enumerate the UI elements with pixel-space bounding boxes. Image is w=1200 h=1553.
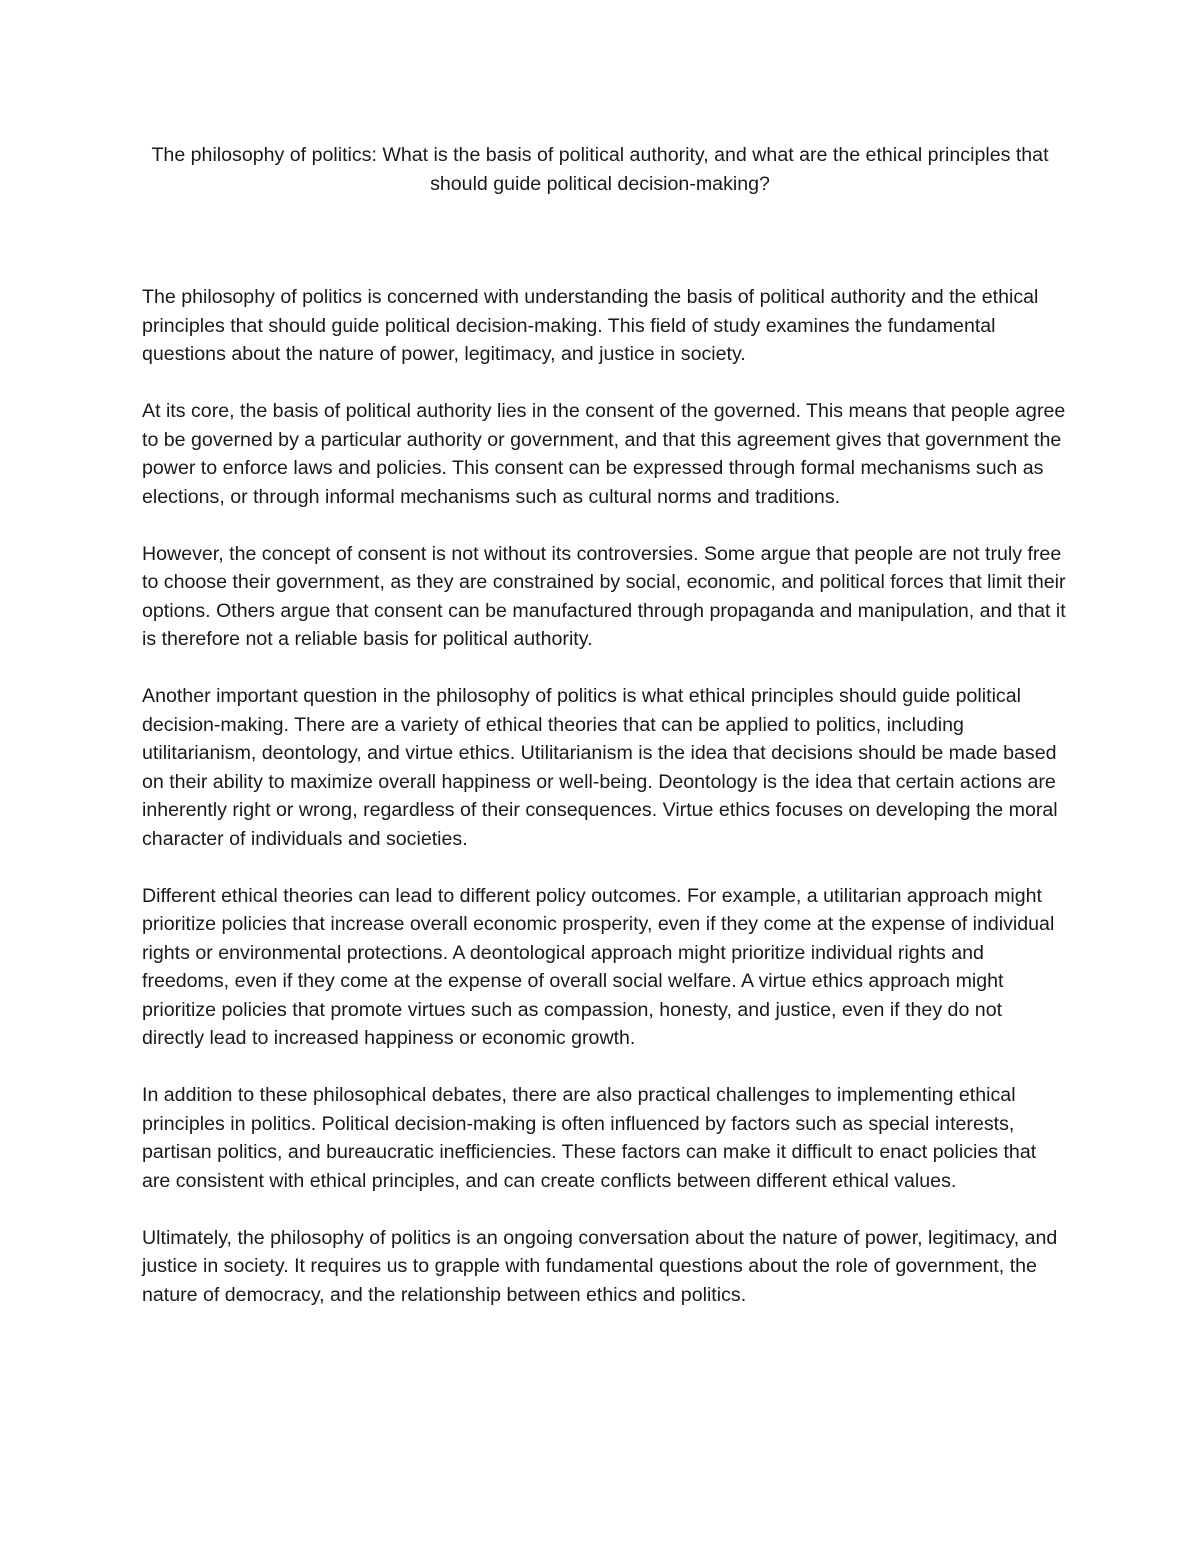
paragraph-2: At its core, the basis of political authority lies in the consent of the governed. This means that people agree to be governed by a particular authority or government, and that this agreement gives that government the power to enforce laws and policies. This consent can be expressed through formal mechanisms such as elections, or through informal mechanisms such as cultural norms and traditions.: [142, 400, 1066, 508]
paragraph-3: However, the concept of consent is not without its controversies. Some argue that people are not truly free to choose their government, as they are constrained by social, economic, and political forces that limit their options. Others argue that consent can be manufactured through propaganda and manipulation, and that it is therefore not a reliable basis for political authority.: [142, 542, 1066, 650]
document-body: [142, 283, 1067, 1338]
paragraph-7: Ultimately, the philosophy of politics is an ongoing conversation about the nature of power, legitimacy, and justice in society. It requires us to grapple with fundamental questions about the role of government, the nature of democracy, and the relationship between ethics and politics.: [142, 1226, 1058, 1306]
document-title: The philosophy of politics: What is the basis of political authority, and what are the ethical principles that should guide political decision-making?: [151, 144, 1049, 195]
paragraph-1: The philosophy of politics is concerned with understanding the basis of political authority and the ethical principles that should guide political decision-making. This field of study examines the fundamental questions about the nature of power, legitimacy, and justice in society.: [142, 286, 1039, 365]
paragraph-6: In addition to these philosophical debates, there are also practical challenges to implementing ethical principles in politics. Political decision-making is often influenced by factors such as special interests, partisan politics, and bureaucratic inefficiencies. These factors can make it difficult to enact policies that are consistent with ethical principles, and can create conflicts between different ethical values.: [142, 1084, 1037, 1192]
paragraph-4: Another important question in the philosophy of politics is what ethical principles should guide political decision-making. There are a variety of ethical theories that can be applied to politics, including utilitarianism, deontology, and virtue ethics. Utilitarianism is the idea that decisions should be made based on their ability to maximize overall happiness or well-being. Deontology is the idea that certain actions are inherently right or wrong, regardless of their consequences. Virtue ethics focuses on developing the moral character of individuals and societies.: [142, 685, 1058, 850]
paragraph-5: Different ethical theories can lead to different policy outcomes. For example, a utilitarian approach might prioritize policies that increase overall economic prosperity, even if they come at the expense of individual rights or environmental protections. A deontological approach might prioritize individual rights and freedoms, even if they come at the expense of overall social welfare. A virtue ethics approach might prioritize policies that promote virtues such as compassion, honesty, and justice, even if they do not directly lead to increased happiness or economic growth.: [142, 884, 1055, 1049]
